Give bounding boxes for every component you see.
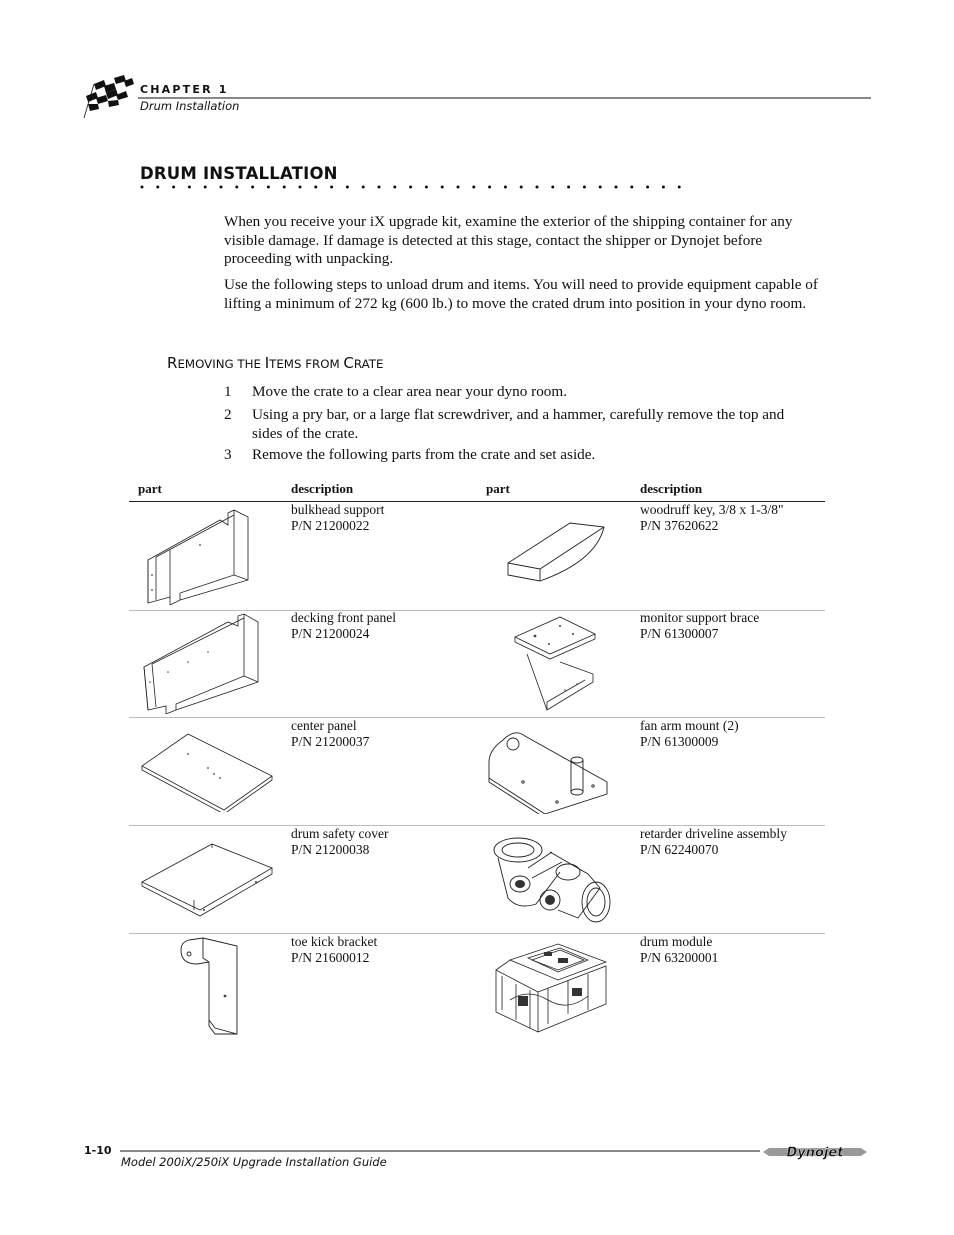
- part-description: [291, 826, 388, 857]
- part-description: [291, 934, 377, 965]
- title-dot: [267, 186, 270, 189]
- step-item: [224, 406, 824, 446]
- step-text: Move the crate to a clear area near your dyno room.: [252, 383, 567, 400]
- title-dot: [141, 186, 144, 189]
- title-dot: [378, 186, 381, 189]
- title-dot: [409, 186, 412, 189]
- part-description: [291, 610, 396, 641]
- title-dot: [425, 186, 428, 189]
- part-name: toe kick bracket: [291, 934, 378, 949]
- monitor-support-brace-icon: [505, 612, 605, 712]
- woodruff-key-icon: [500, 515, 612, 595]
- title-dot: [283, 186, 286, 189]
- table-header-part: part: [138, 481, 162, 496]
- section-title: DRUM INSTALLATION: [140, 164, 338, 183]
- step-text: Using a pry bar, or a large flat screwdriver, and a hammer, carefully remove the top and sides of the crate.: [252, 406, 785, 442]
- title-dot: [599, 186, 602, 189]
- svg-text:Dynojet: Dynojet: [786, 1145, 844, 1161]
- part-description: [640, 718, 739, 749]
- title-dot: [472, 186, 475, 189]
- toe-kick-bracket-icon: [175, 936, 245, 1036]
- lifting-paragraph: Use the following steps to unload drum and items. You will need to provide equipment capable of lifting a minimum of 272 kg (600 lb.) to move the crated drum into position in your dyno room.: [224, 276, 818, 312]
- part-name: center panel: [291, 718, 357, 733]
- title-dot: [504, 186, 507, 189]
- title-dot: [235, 186, 238, 189]
- title-dot: [204, 186, 207, 189]
- part-description: [640, 934, 718, 965]
- part-number: P/N 21200024: [291, 625, 370, 641]
- title-dot: [615, 186, 618, 189]
- part-number: P/N 61300007: [640, 625, 719, 641]
- header-section-name: Drum Installation: [140, 99, 240, 113]
- part-number: P/N 61300009: [640, 733, 719, 749]
- step-item: [224, 446, 824, 466]
- step-text: Remove the following parts from the crate and set aside.: [252, 446, 596, 463]
- title-dot: [457, 186, 460, 189]
- title-dot: [314, 186, 317, 189]
- part-number: P/N 21200038: [291, 841, 370, 857]
- title-dot: [551, 186, 554, 189]
- page-number: 1-10: [84, 1144, 112, 1157]
- title-dot: [441, 186, 444, 189]
- fan-arm-mount-icon: [485, 722, 610, 814]
- part-number: P/N 37620622: [640, 517, 719, 533]
- drum-module-icon: [488, 940, 610, 1038]
- part-description: [640, 826, 787, 857]
- title-dot: [346, 186, 349, 189]
- dynojet-logo: [763, 1142, 867, 1162]
- title-dot: [520, 186, 523, 189]
- step-item: [224, 383, 824, 403]
- part-description: [640, 610, 759, 641]
- part-name: retarder driveline assembly: [640, 826, 787, 841]
- step-number: 1: [224, 383, 232, 400]
- title-dot: [188, 186, 191, 189]
- title-dot: [646, 186, 649, 189]
- part-number: P/N 62240070: [640, 841, 719, 857]
- title-dot: [362, 186, 365, 189]
- title-dotted-rule: [140, 182, 685, 192]
- title-dot: [156, 186, 159, 189]
- title-dot: [662, 186, 665, 189]
- part-name: bulkhead support: [291, 502, 385, 517]
- footer-rule: [120, 1150, 760, 1152]
- step-number: 2: [224, 406, 232, 423]
- title-dot: [630, 186, 633, 189]
- title-dot: [299, 186, 302, 189]
- decking-front-panel-icon: [138, 612, 273, 714]
- checkered-flag-icon: [80, 74, 136, 120]
- title-dot: [251, 186, 254, 189]
- part-number: P/N 21200037: [291, 733, 370, 749]
- title-dot: [172, 186, 175, 189]
- table-row-divider: [129, 933, 825, 934]
- title-dot: [536, 186, 539, 189]
- bulkhead-support-icon: [140, 505, 275, 605]
- part-name: drum safety cover: [291, 826, 389, 841]
- footer-guide-title: Model 200iX/250iX Upgrade Installation Guide: [121, 1155, 387, 1169]
- title-dot: [220, 186, 223, 189]
- part-number: P/N 63200001: [640, 949, 719, 965]
- title-dot: [583, 186, 586, 189]
- part-name: drum module: [640, 934, 713, 949]
- table-header-part: part: [486, 481, 510, 496]
- part-number: P/N 21600012: [291, 949, 370, 965]
- part-description: [291, 502, 384, 533]
- part-name: monitor support brace: [640, 610, 760, 625]
- subsection-title: REMOVING THE ITEMS FROM CRATE: [167, 354, 384, 372]
- title-dot: [488, 186, 491, 189]
- drum-safety-cover-icon: [138, 838, 278, 918]
- table-header-description: description: [640, 481, 703, 496]
- title-dot: [678, 186, 681, 189]
- header-rule: [138, 97, 871, 99]
- chapter-label: CHAPTER 1: [140, 83, 229, 96]
- title-dot: [330, 186, 333, 189]
- retarder-driveline-icon: [488, 828, 616, 928]
- intro-paragraph: When you receive your iX upgrade kit, examine the exterior of the shipping container for any visible damage. If damage is detected at this stage, contact the shipper or Dynojet before proceeding with unpacking.: [224, 213, 793, 267]
- title-dot: [567, 186, 570, 189]
- table-header-description: description: [291, 481, 354, 496]
- part-description: [640, 502, 784, 533]
- center-panel-icon: [138, 728, 278, 812]
- part-description: [291, 718, 369, 749]
- part-number: P/N 21200022: [291, 517, 370, 533]
- part-name: decking front panel: [291, 610, 396, 625]
- step-number: 3: [224, 446, 232, 463]
- part-name: fan arm mount (2): [640, 718, 739, 733]
- part-name: woodruff key, 3/8 x 1-3/8": [640, 502, 784, 517]
- title-dot: [393, 186, 396, 189]
